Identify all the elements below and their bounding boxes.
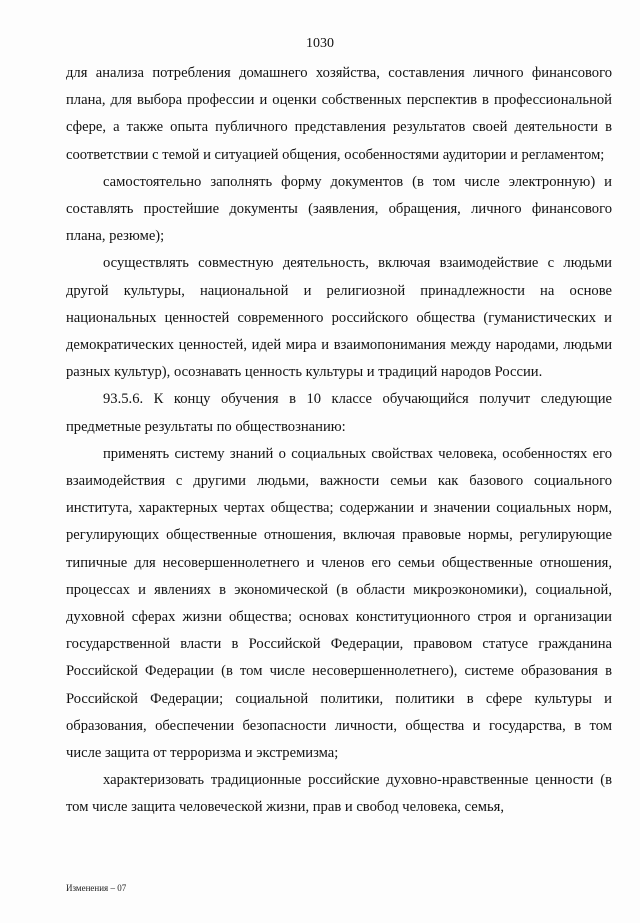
paragraph-section-heading: 93.5.6. К концу обучения в 10 классе обучающийся получит следующие предметные результаты по обществознанию:	[66, 391, 612, 435]
paragraph-joint-activity: осуществлять совместную деятельность, включая взаимодействие с людьми другой культуры, национальной и религиозной принадлежности на основе национальных ценностей современного российского общества (гуманистических и демократических ценностей, идей мира и взаимопонимания между народами, людьми разных культур), осознавать ценность культуры и традиций народов России.	[66, 255, 612, 381]
paragraph-fill-documents: самостоятельно заполнять форму документов (в том числе электронную) и составлять простейшие документы (заявления, обращения, личного финансового плана, резюме);	[66, 173, 612, 245]
footer-revision-note: Изменения – 07	[66, 883, 127, 893]
paragraph-apply-knowledge: применять систему знаний о социальных свойствах человека, особенностях его взаимодействия с другими людьми, важности семьи как базового социального института, характерных чертах общества; содержании и значении социальных норм, регулирующих общественные отношения, включая правовые нормы, регулирующие типичные для несовершеннолетнего и членов его семьи общественные отношения, процессах и явлениях в экономической (в области микроэкономики), социальной, духовной сферах жизни общества; основах конституционного строя и организации государственной власти в Российской Федерации, правовом статусе гражданина Российской Федерации (в том числе несовершеннолетнего), системе образования в Российской Федерации; социальной политики, политики в сфере культуры и образования, обеспечении безопасности личности, общества и государства, в том числе защита от терроризма и экстремизма;	[66, 445, 612, 762]
body-text	[66, 60, 612, 822]
paragraph-continuation: для анализа потребления домашнего хозяйства, составления личного финансового плана, для выбора профессии и оценки собственных перспектив в профессиональной сфере, а также опыта публичного представления результатов своей деятельности в соответствии с темой и ситуацией общения, особенностями аудитории и регламентом;	[66, 65, 612, 163]
page-number: 1030	[306, 36, 334, 51]
paragraph-characterize-values: характеризовать традиционные российские духовно-нравственные ценности (в том числе защита человеческой жизни, прав и свобод человека, семья,	[66, 772, 612, 816]
